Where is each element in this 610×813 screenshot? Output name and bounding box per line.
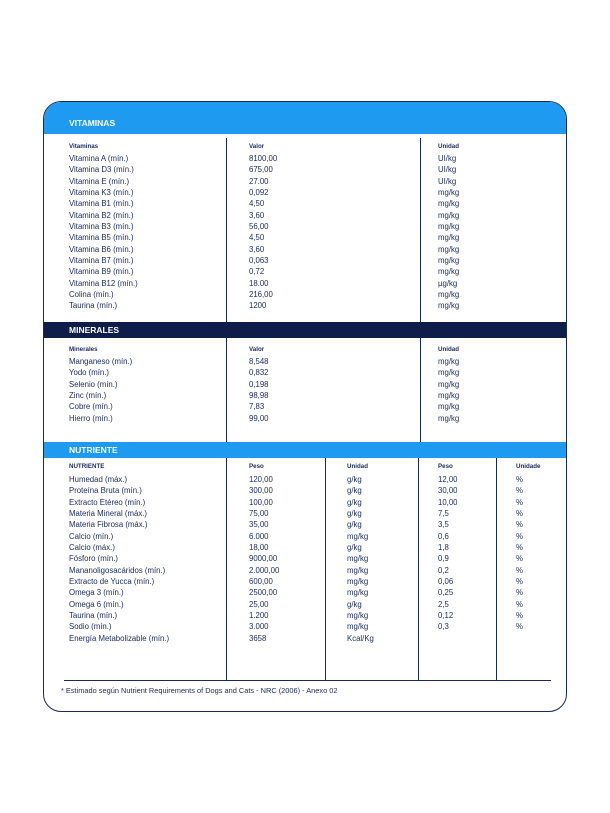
nutriente-cell-unidad: mg/kg [347,577,369,587]
nutriente-cell-name: Omega 6 (mín.) [69,599,124,609]
vitaminas-cell-name: Vitamina B1 (mín.) [69,199,134,209]
nutriente-divider-2 [325,458,326,680]
nutriente-cell-peso: 600,00 [249,577,273,587]
nutriente-cell-peso: 75,00 [249,509,269,519]
nutriente-cell-unidad: g/kg [347,475,362,484]
vitaminas-cell-value: 4,50 [249,199,265,209]
vitaminas-cell-name: Vitamina E (mín.) [69,176,130,186]
vitaminas-section-header [44,102,566,134]
nutriente-cell-unidad: mg/kg [347,588,369,598]
minerales-col-value-header: Valor [249,346,265,353]
vitaminas-col-value-header: Valor [249,143,265,150]
nutriente-cell-name: Materia Mineral (máx.) [69,509,147,519]
vitaminas-cell-unit: mg/kg [438,199,460,209]
minerales-cell-unit: mg/kg [438,391,460,401]
vitaminas-cell-unit: mg/kg [438,233,460,243]
nutriente-cell-peso2: 0,06 [438,577,454,587]
nutriente-cell-peso: 35,00 [249,520,269,530]
vitaminas-cell-value: 1200 [249,301,267,311]
nutriente-cell-unidad: g/kg [347,520,362,530]
nutriente-cell-peso: 9000,00 [249,554,278,564]
vitaminas-cell-value: 4,50 [249,233,265,243]
nutriente-cell-peso2 [438,633,458,644]
nutriente-cell-name: Omega 3 (mín.) [69,588,124,598]
vitaminas-unit-column [438,153,459,312]
vitaminas-title: VITAMINAS [69,118,116,128]
minerales-cell-unit: mg/kg [438,413,460,423]
vitaminas-cell-unit: mg/kg [438,188,460,198]
nutriente-cell-peso: 100,00 [249,497,273,507]
vitaminas-cell-name: Vitamina B6 (mín.) [69,244,134,254]
vitaminas-divider-2 [420,138,421,322]
minerales-cell-name: Yodo (mín.) [69,368,110,378]
nutriente-cell-unidad: mg/kg [347,622,369,632]
nutriente-cell-peso2: 7,5 [438,509,449,519]
vitaminas-cell-value: 27.00 [249,176,269,186]
nutriente-title: NUTRIENTE [69,445,118,455]
nutriente-cell-peso2: 12,00 [438,475,458,484]
nutriente-unidad2-column [516,474,523,644]
vitaminas-cell-name: Vitamina K3 (mín.) [69,188,134,198]
vitaminas-cell-value: 216,00 [249,290,273,300]
vitaminas-cell-name: Colina (mín.) [69,290,114,300]
nutriente-cell-name: Humedad (máx.) [69,475,128,484]
nutriente-section-header [44,442,566,458]
nutriente-cell-unidad2: % [516,497,523,507]
minerales-cell-value: 8,548 [249,357,269,366]
vitaminas-cell-value: 675,00 [249,165,273,175]
minerales-cell-unit: mg/kg [438,368,460,378]
nutriente-cell-unidad2: % [516,565,523,575]
nutriente-cell-unidad: g/kg [347,543,362,553]
nutriente-col-peso-header: Peso [249,463,264,470]
minerales-divider-2 [420,338,421,442]
vitaminas-cell-name: Taurina (mín.) [69,301,118,311]
nutriente-cell-unidad: g/kg [347,599,362,609]
minerales-value-column [249,356,269,424]
minerales-unit-column [438,356,459,424]
nutriente-cell-peso2: 2,5 [438,599,449,609]
nutriente-cell-name: Materia Fibrosa (máx.) [69,520,148,530]
nutriente-col-name-header: NUTRIENTE [69,463,105,470]
nutriente-cell-name: Taurina (mín.) [69,611,118,621]
nutriente-cell-peso: 3.000 [249,622,269,632]
nutriente-cell-unidad2: % [516,475,523,484]
nutriente-cell-peso: 18,00 [249,543,269,553]
nutriente-cell-unidad2: % [516,588,523,598]
vitaminas-cell-unit: UI/kg [438,165,457,175]
vitaminas-cell-unit: UI/kg [438,176,457,186]
nutriente-name-column [69,474,169,644]
nutriente-cell-unidad2: % [516,554,523,564]
vitaminas-cell-unit: mg/kg [438,290,460,300]
vitaminas-cell-name: Vitamina B2 (mín.) [69,210,134,220]
footnote: * Estimado según Nutrient Requirements of Dogs and Cats - NRC (2006) - Anexo 02 [61,686,338,695]
nutriente-divider-4 [496,458,497,680]
vitaminas-cell-value: 8100,00 [249,154,278,163]
nutriente-cell-unidad: g/kg [347,497,362,507]
vitaminas-cell-unit: µg/kg [438,278,458,288]
nutriente-cell-peso2: 0,3 [438,622,449,632]
minerales-cell-value: 0,832 [249,368,269,378]
nutriente-cell-name: Mananoligosacáridos (mín.) [69,565,166,575]
nutriente-cell-unidad2: % [516,599,523,609]
nutriente-col-unidad2-header: Unidade [516,463,541,470]
nutriente-peso-column [249,474,279,644]
nutriente-cell-name: Energía Metabolizable (mín.) [69,633,170,643]
nutriente-cell-peso2: 1,8 [438,543,449,553]
nutriente-cell-peso: 120,00 [249,475,273,484]
vitaminas-cell-unit: mg/kg [438,210,460,220]
nutriente-cell-peso2: 0,6 [438,531,449,541]
minerales-cell-unit: mg/kg [438,379,460,389]
vitaminas-cell-unit: mg/kg [438,244,460,254]
vitaminas-cell-value: 0,092 [249,188,269,198]
nutriente-col-peso2-header: Peso [438,463,453,470]
vitaminas-cell-name: Vitamina B3 (mín.) [69,222,134,232]
nutriente-cell-unidad: mg/kg [347,554,369,564]
minerales-col-unit-header: Unidad [438,346,459,353]
vitaminas-cell-name: Vitamina B7 (mín.) [69,256,134,266]
nutriente-cell-unidad2: % [516,509,523,519]
nutriente-col-unidad-header: Unidad [347,463,368,470]
vitaminas-cell-name: Vitamina B12 (mín.) [69,278,138,288]
nutriente-divider-1 [226,458,227,680]
nutriente-cell-unidad2: % [516,531,523,541]
minerales-cell-value: 99,00 [249,413,269,423]
minerales-cell-value: 7,83 [249,402,265,412]
nutriente-cell-peso: 6.000 [249,531,269,541]
minerales-cell-value: 0,198 [249,379,269,389]
minerales-cell-unit: mg/kg [438,357,460,366]
vitaminas-col-unit-header: Unidad [438,143,459,150]
vitaminas-cell-unit: mg/kg [438,256,460,266]
vitaminas-cell-value: 3,60 [249,244,265,254]
vitaminas-divider-1 [226,138,227,322]
vitaminas-cell-value: 0,72 [249,267,265,277]
vitaminas-cell-value: 56,00 [249,222,269,232]
nutriente-cell-unidad2: % [516,611,523,621]
nutriente-cell-peso2: 0,12 [438,611,454,621]
vitaminas-value-column [249,153,277,312]
nutriente-cell-peso2: 3,5 [438,520,449,530]
nutriente-cell-unidad: g/kg [347,486,362,496]
vitaminas-cell-value: 18.00 [249,278,269,288]
vitaminas-cell-unit: mg/kg [438,267,460,277]
nutriente-cell-unidad2: % [516,577,523,587]
minerales-name-column [69,356,132,424]
vitaminas-cell-unit: UI/kg [438,154,457,163]
vitaminas-cell-unit: mg/kg [438,301,460,311]
minerales-cell-value: 98,98 [249,391,269,401]
nutriente-cell-peso2: 10,00 [438,497,458,507]
nutriente-cell-peso2: 0,25 [438,588,454,598]
vitaminas-cell-name: Vitamina D3 (mín.) [69,165,134,175]
nutriente-cell-name: Calcio (mín.) [69,531,114,541]
nutriente-cell-unidad: mg/kg [347,611,369,621]
nutriente-cell-peso: 1.200 [249,611,269,621]
nutriente-cell-unidad2: % [516,486,523,496]
minerales-section-header [44,322,566,338]
vitaminas-cell-value: 0,063 [249,256,269,266]
minerales-title: MINERALES [69,325,120,335]
nutriente-cell-peso: 300,00 [249,486,273,496]
nutriente-cell-name: Calcio (máx.) [69,543,115,553]
minerales-cell-unit: mg/kg [438,402,460,412]
nutriente-cell-peso: 2500,00 [249,588,278,598]
nutriente-cell-peso2: 0,2 [438,565,449,575]
nutriente-cell-unidad2: % [516,520,523,530]
nutriente-cell-name: Sodio (mín.) [69,622,112,632]
nutriente-unidad-column [347,474,374,644]
nutriente-cell-unidad: Kcal/Kg [347,633,374,643]
minerales-cell-name: Hierro (mín.) [69,413,113,423]
nutriente-cell-name: Extracto de Yucca (mín.) [69,577,155,587]
vitaminas-cell-name: Vitamina A (mín.) [69,154,129,163]
nutriente-cell-peso: 25,00 [249,599,269,609]
vitaminas-col-name-header: Vitaminas [69,143,99,150]
nutriente-cell-name: Proteína Bruta (mín.) [69,486,142,496]
nutriente-cell-unidad2 [516,633,523,644]
nutriente-cell-peso: 2.000,00 [249,565,280,575]
vitaminas-cell-name: Vitamina B9 (mín.) [69,267,134,277]
nutriente-cell-peso2: 30,00 [438,486,458,496]
nutriente-cell-peso2: 0,9 [438,554,449,564]
nutriente-cell-unidad2: % [516,622,523,632]
nutriente-cell-peso: 3658 [249,633,267,643]
nutriente-cell-unidad: mg/kg [347,531,369,541]
nutriente-cell-unidad: mg/kg [347,565,369,575]
vitaminas-cell-name: Vitamina B5 (mín.) [69,233,134,243]
nutriente-cell-name: Fósforo (mín.) [69,554,118,564]
minerales-cell-name: Zinc (mín.) [69,391,107,401]
minerales-cell-name: Cobre (mín.) [69,402,113,412]
nutriente-cell-name: Extracto Etéreo (mín.) [69,497,146,507]
vitaminas-cell-unit: mg/kg [438,222,460,232]
nutriente-divider-3 [418,458,419,680]
vitaminas-name-column [69,153,138,312]
nutriente-cell-unidad2: % [516,543,523,553]
nutrition-table-card [43,101,567,712]
minerales-col-name-header: Minerales [69,346,98,353]
nutriente-peso2-column [438,474,458,644]
nutriente-cell-unidad: g/kg [347,509,362,519]
vitaminas-cell-value: 3,60 [249,210,265,220]
footnote-divider [64,680,551,681]
minerales-divider-1 [226,338,227,442]
minerales-cell-name: Selenio (mín.) [69,379,118,389]
minerales-cell-name: Manganeso (mín.) [69,357,133,366]
